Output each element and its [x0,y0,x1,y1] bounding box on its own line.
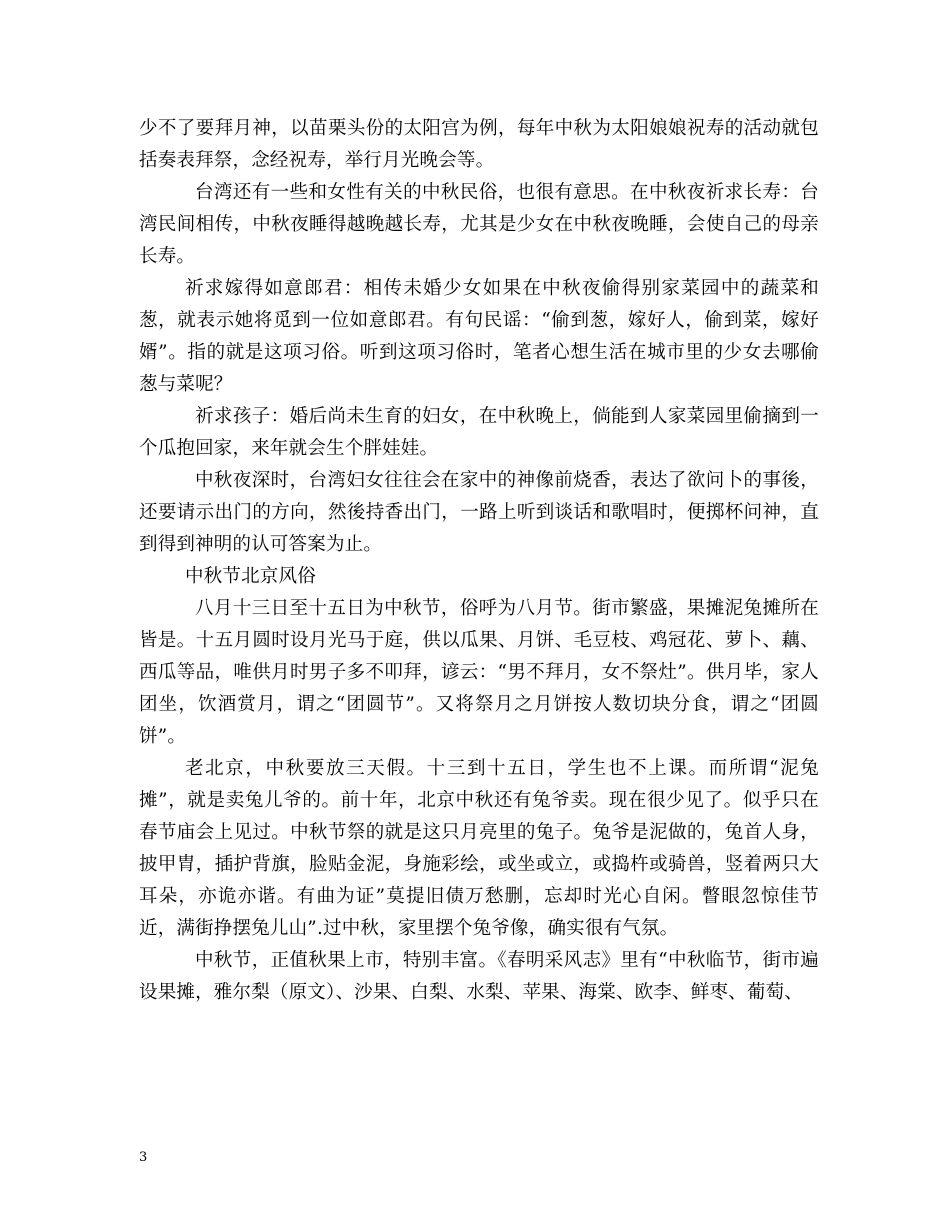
paragraph-autumn-fruits: 中秋节，正值秋果上市，特别丰富。《春明采风志》里有“中秋临节，街市遍设果摊，雅尔梨（原文）、沙果、白梨、水梨、苹果、海棠、欧李、鲜枣、葡萄、 [139,950,819,1003]
body-text [139,113,819,1009]
paragraph-ideal-husband: 祈求嫁得如意郎君：相传未婚少女如果在中秋夜偷得别家菜园中的蔬菜和葱，就表示她将觅到一位如意郎君。有句民谣：“偷到葱，嫁好人，偷到菜，嫁好婿”。指的就是这项习俗。听到这项习俗时，笔者心想生活在城市里的少女去哪偷葱与菜呢？ [139,278,819,395]
paragraph-incense: 中秋夜深时，台湾妇女往往会在家中的神像前烧香，表达了欲问卜的事後，还要请示出门的方向，然後持香出门，一路上听到谈话和歌唱时，便掷杯问神，直到得到神明的认可答案为止。 [139,470,819,555]
section-heading-beijing: 中秋节北京风俗 [185,566,316,587]
paragraph-praying-for-children: 祈求孩子：婚后尚未生育的妇女，在中秋晚上，倘能到人家菜园里偷摘到一个瓜抱回家，来年就会生个胖娃娃。 [139,406,819,459]
page-number: 3 [139,1150,148,1165]
paragraph-rabbit-god: 老北京，中秋要放三天假。十三到十五日，学生也不上课。而所谓“泥兔摊”，就是卖兔儿爷的。前十年，北京中秋还有兔爷卖。现在很少见了。似乎只在春节庙会上见过。中秋节祭的就是这只月亮里的兔子。兔爷是泥做的，兔首人身，披甲胄，插护背旗，脸贴金泥，身施彩绘，或坐或立，或捣杵或骑兽，竖着两只大耳朵，亦诡亦谐。有曲为证”莫提旧债万愁删，忘却时光心自闲。瞥眼忽惊佳节近，满街挣摆兔儿山”.过中秋，家里摆个兔爷像，确实很有气氛。 [139,758,819,939]
paragraph-bai-yue-shen: 少不了要拜月神，以苗栗头份的太阳宫为例，每年中秋为太阳娘娘祝寿的活动就包括奏表拜祭，念经祝寿，举行月光晚会等。 [139,118,819,171]
paragraph-beijing-festival: 八月十三日至十五日为中秋节，俗呼为八月节。街市繁盛，果摊泥兔摊所在皆是。十五月圆时设月光马于庭，供以瓜果、月饼、毛豆枝、鸡冠花、萝卜、藕、西瓜等品，唯供月时男子多不叩拜，谚云：“男不拜月，女不祭灶”。供月毕，家人团坐，饮酒赏月，谓之“团圆节”。又将祭月之月饼按人数切块分食，谓之“团圆饼”。 [139,598,819,747]
paragraph-taiwan-customs: 台湾还有一些和女性有关的中秋民俗，也很有意思。在中秋夜祈求长寿：台湾民间相传，中秋夜睡得越晚越长寿，尤其是少女在中秋夜晚睡，会使自己的母亲长寿。 [139,182,819,267]
